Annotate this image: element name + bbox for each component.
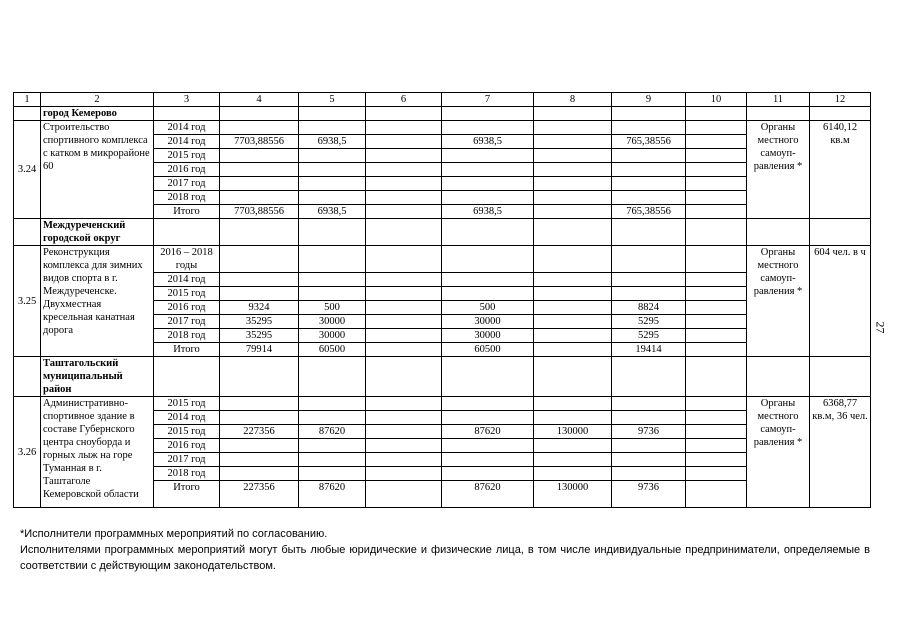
empty-cell <box>366 315 442 329</box>
value-cell <box>534 177 612 191</box>
value-cell: 765,38556 <box>612 135 686 149</box>
year-cell: 2014 год <box>154 135 220 149</box>
executor-cell: Органы местного самоуп-равления * <box>747 121 810 219</box>
year-cell: Итого <box>154 343 220 357</box>
value-cell <box>442 273 534 287</box>
value-cell <box>534 246 612 273</box>
value-cell <box>299 121 366 135</box>
empty-cell <box>366 273 442 287</box>
year-cell: 2018 год <box>154 191 220 205</box>
value-cell <box>299 246 366 273</box>
value-cell <box>220 191 299 205</box>
value-cell: 6938,5 <box>442 135 534 149</box>
empty-cell <box>220 107 299 121</box>
empty-cell <box>810 357 871 397</box>
value-cell: 9324 <box>220 301 299 315</box>
empty-cell <box>686 273 747 287</box>
empty-cell <box>686 453 747 467</box>
year-cell: 2018 год <box>154 329 220 343</box>
value-cell: 30000 <box>299 329 366 343</box>
empty-cell <box>154 357 220 397</box>
empty-cell <box>810 219 871 246</box>
page-number: 27 <box>873 321 888 334</box>
value-cell: 130000 <box>534 481 612 508</box>
value-cell: 87620 <box>442 481 534 508</box>
empty-cell <box>154 107 220 121</box>
table-row <box>14 246 871 273</box>
value-cell: 87620 <box>442 425 534 439</box>
value-cell <box>534 439 612 453</box>
empty-cell <box>14 219 41 246</box>
value-cell <box>534 315 612 329</box>
value-cell: 500 <box>442 301 534 315</box>
value-cell <box>442 191 534 205</box>
value-cell <box>299 439 366 453</box>
empty-cell <box>154 219 220 246</box>
empty-cell <box>366 107 442 121</box>
empty-cell <box>534 219 612 246</box>
value-cell <box>442 439 534 453</box>
value-cell: 7703,88556 <box>220 205 299 219</box>
value-cell <box>534 205 612 219</box>
year-cell: 2015 год <box>154 425 220 439</box>
year-cell: 2015 год <box>154 397 220 411</box>
value-cell: 60500 <box>299 343 366 357</box>
value-cell <box>442 453 534 467</box>
empty-cell <box>442 107 534 121</box>
value-cell: 30000 <box>299 315 366 329</box>
executor-cell: Органы местного самоуп-равления * <box>747 397 810 508</box>
empty-cell <box>366 219 442 246</box>
value-cell <box>442 246 534 273</box>
empty-cell <box>686 163 747 177</box>
item-name: Реконструкция комплекса для зимних видов спорта в г. Междуреченске. Двухместная кресельная канатная дорога <box>41 246 154 357</box>
value-cell: 6938,5 <box>299 135 366 149</box>
empty-cell <box>686 135 747 149</box>
empty-cell <box>686 287 747 301</box>
value-cell <box>612 273 686 287</box>
item-name: Строительство спортивного комплекса с катком в микрорайоне 60 <box>41 121 154 219</box>
year-cell: 2014 год <box>154 121 220 135</box>
empty-cell <box>686 425 747 439</box>
value-cell <box>220 149 299 163</box>
item-number: 3.25 <box>14 246 41 357</box>
value-cell <box>299 149 366 163</box>
value-cell <box>299 163 366 177</box>
empty-cell <box>534 107 612 121</box>
year-cell: 2016 год <box>154 439 220 453</box>
value-cell: 60500 <box>442 343 534 357</box>
empty-cell <box>612 219 686 246</box>
empty-cell <box>534 357 612 397</box>
value-cell <box>534 301 612 315</box>
value-cell <box>612 287 686 301</box>
empty-cell <box>686 107 747 121</box>
value-cell <box>299 177 366 191</box>
value-cell <box>220 467 299 481</box>
empty-cell <box>299 357 366 397</box>
empty-cell <box>686 481 747 508</box>
value-cell: 227356 <box>220 481 299 508</box>
value-cell <box>299 411 366 425</box>
value-cell <box>534 397 612 411</box>
empty-cell <box>686 411 747 425</box>
year-cell: 2015 год <box>154 287 220 301</box>
empty-cell <box>442 357 534 397</box>
empty-cell <box>810 107 871 121</box>
empty-cell <box>366 411 442 425</box>
value-cell <box>299 287 366 301</box>
value-cell <box>299 453 366 467</box>
value-cell: 35295 <box>220 329 299 343</box>
year-cell: 2016 – 2018 годы <box>154 246 220 273</box>
empty-cell <box>14 357 41 397</box>
value-cell <box>220 411 299 425</box>
section-title: Междуреченский городской округ <box>41 219 154 246</box>
empty-cell <box>686 205 747 219</box>
item-number: 3.26 <box>14 397 41 508</box>
value-cell <box>442 177 534 191</box>
table-row <box>14 121 871 135</box>
value-cell <box>442 411 534 425</box>
section-title-row <box>14 357 871 397</box>
value-cell: 7703,88556 <box>220 135 299 149</box>
value-cell <box>534 121 612 135</box>
header-cell: 8 <box>534 93 612 107</box>
empty-cell <box>686 149 747 163</box>
value-cell <box>612 191 686 205</box>
empty-cell <box>366 453 442 467</box>
value-cell <box>534 273 612 287</box>
empty-cell <box>686 329 747 343</box>
empty-cell <box>366 163 442 177</box>
value-cell <box>299 397 366 411</box>
empty-cell <box>686 357 747 397</box>
value-cell <box>612 467 686 481</box>
empty-cell <box>366 121 442 135</box>
value-cell <box>220 453 299 467</box>
value-cell <box>220 397 299 411</box>
empty-cell <box>366 205 442 219</box>
empty-cell <box>366 329 442 343</box>
empty-cell <box>220 219 299 246</box>
value-cell <box>534 163 612 177</box>
value-cell <box>612 453 686 467</box>
value-cell <box>220 273 299 287</box>
value-cell <box>612 397 686 411</box>
empty-cell <box>686 301 747 315</box>
empty-cell <box>686 315 747 329</box>
program-activities-table <box>13 92 871 508</box>
empty-cell <box>686 343 747 357</box>
header-cell: 2 <box>41 93 154 107</box>
value-cell: 130000 <box>534 425 612 439</box>
year-cell: 2017 год <box>154 177 220 191</box>
value-cell <box>299 467 366 481</box>
value-cell: 5295 <box>612 329 686 343</box>
empty-cell <box>686 219 747 246</box>
empty-cell <box>686 121 747 135</box>
empty-cell <box>366 467 442 481</box>
empty-cell <box>366 246 442 273</box>
item-name: Административно-спортивное здание в составе Губернского центра сноуборда и горных лыж на горе Туманная в г. Таштаголе Кемеровской области <box>41 397 154 508</box>
empty-cell <box>686 246 747 273</box>
value-cell: 87620 <box>299 481 366 508</box>
value-cell <box>442 397 534 411</box>
footnote-line-2: Исполнителями программных мероприятий могут быть любые юридические и физические лица, в том числе индивидуальные предприниматели, определяемые в соответствии с действующим законодательством. <box>20 544 870 572</box>
empty-cell <box>686 397 747 411</box>
year-cell: 2017 год <box>154 315 220 329</box>
value-cell: 9736 <box>612 425 686 439</box>
value-cell <box>612 411 686 425</box>
header-cell: 11 <box>747 93 810 107</box>
value-cell: 227356 <box>220 425 299 439</box>
item-number: 3.24 <box>14 121 41 219</box>
result-cell: 604 чел. в ч <box>810 246 871 357</box>
value-cell: 9736 <box>612 481 686 508</box>
value-cell <box>442 149 534 163</box>
value-cell <box>220 246 299 273</box>
value-cell: 500 <box>299 301 366 315</box>
value-cell <box>612 121 686 135</box>
table-row <box>14 397 871 411</box>
header-cell: 7 <box>442 93 534 107</box>
value-cell: 765,38556 <box>612 205 686 219</box>
empty-cell <box>366 397 442 411</box>
empty-cell <box>366 425 442 439</box>
value-cell: 5295 <box>612 315 686 329</box>
value-cell <box>442 287 534 301</box>
result-cell: 6368,77 кв.м, 36 чел. <box>810 397 871 508</box>
header-cell: 10 <box>686 93 747 107</box>
section-title: город Кемерово <box>41 107 154 121</box>
value-cell <box>534 467 612 481</box>
year-cell: 2016 год <box>154 301 220 315</box>
value-cell: 6938,5 <box>442 205 534 219</box>
empty-cell <box>220 357 299 397</box>
empty-cell <box>686 191 747 205</box>
empty-cell <box>366 357 442 397</box>
empty-cell <box>612 107 686 121</box>
executor-cell: Органы местного самоуп-равления * <box>747 246 810 357</box>
value-cell: 30000 <box>442 315 534 329</box>
value-cell <box>534 191 612 205</box>
empty-cell <box>14 107 41 121</box>
year-cell: Итого <box>154 481 220 508</box>
footnote <box>20 526 870 574</box>
section-title-row <box>14 219 871 246</box>
value-cell <box>220 121 299 135</box>
value-cell <box>612 439 686 453</box>
section-title-row <box>14 107 871 121</box>
header-cell: 5 <box>299 93 366 107</box>
empty-cell <box>366 439 442 453</box>
empty-cell <box>747 107 810 121</box>
value-cell <box>299 191 366 205</box>
empty-cell <box>686 439 747 453</box>
empty-cell <box>612 357 686 397</box>
value-cell: 19414 <box>612 343 686 357</box>
empty-cell <box>366 481 442 508</box>
header-cell: 9 <box>612 93 686 107</box>
value-cell <box>534 411 612 425</box>
value-cell <box>220 287 299 301</box>
value-cell <box>612 149 686 163</box>
value-cell <box>442 163 534 177</box>
header-cell: 6 <box>366 93 442 107</box>
value-cell <box>534 343 612 357</box>
value-cell <box>534 329 612 343</box>
year-cell: 2015 год <box>154 149 220 163</box>
section-title: Таштагольский муниципальный район <box>41 357 154 397</box>
value-cell <box>612 163 686 177</box>
empty-cell <box>366 287 442 301</box>
empty-cell <box>686 467 747 481</box>
empty-cell <box>299 219 366 246</box>
value-cell: 8824 <box>612 301 686 315</box>
value-cell <box>220 177 299 191</box>
empty-cell <box>442 219 534 246</box>
year-cell: 2018 год <box>154 467 220 481</box>
value-cell: 30000 <box>442 329 534 343</box>
empty-cell <box>366 301 442 315</box>
header-cell: 1 <box>14 93 41 107</box>
header-cell: 3 <box>154 93 220 107</box>
empty-cell <box>299 107 366 121</box>
year-cell: 2014 год <box>154 411 220 425</box>
empty-cell <box>747 357 810 397</box>
result-cell: 6140,12 кв.м <box>810 121 871 219</box>
value-cell <box>612 246 686 273</box>
value-cell <box>442 467 534 481</box>
year-cell: 2014 год <box>154 273 220 287</box>
value-cell <box>612 177 686 191</box>
year-cell: 2016 год <box>154 163 220 177</box>
header-cell: 4 <box>220 93 299 107</box>
value-cell: 35295 <box>220 315 299 329</box>
value-cell: 6938,5 <box>299 205 366 219</box>
value-cell <box>299 273 366 287</box>
value-cell <box>534 135 612 149</box>
empty-cell <box>366 177 442 191</box>
empty-cell <box>366 149 442 163</box>
year-cell: Итого <box>154 205 220 219</box>
empty-cell <box>366 343 442 357</box>
empty-cell <box>366 191 442 205</box>
value-cell <box>220 163 299 177</box>
value-cell <box>442 121 534 135</box>
header-row <box>14 93 871 107</box>
value-cell <box>534 149 612 163</box>
empty-cell <box>686 177 747 191</box>
value-cell: 79914 <box>220 343 299 357</box>
value-cell <box>534 287 612 301</box>
empty-cell <box>747 219 810 246</box>
year-cell: 2017 год <box>154 453 220 467</box>
value-cell: 87620 <box>299 425 366 439</box>
value-cell <box>220 439 299 453</box>
footnote-line-1: *Исполнители программных мероприятий по согласованию. <box>20 528 328 540</box>
empty-cell <box>366 135 442 149</box>
header-cell: 12 <box>810 93 871 107</box>
value-cell <box>534 453 612 467</box>
